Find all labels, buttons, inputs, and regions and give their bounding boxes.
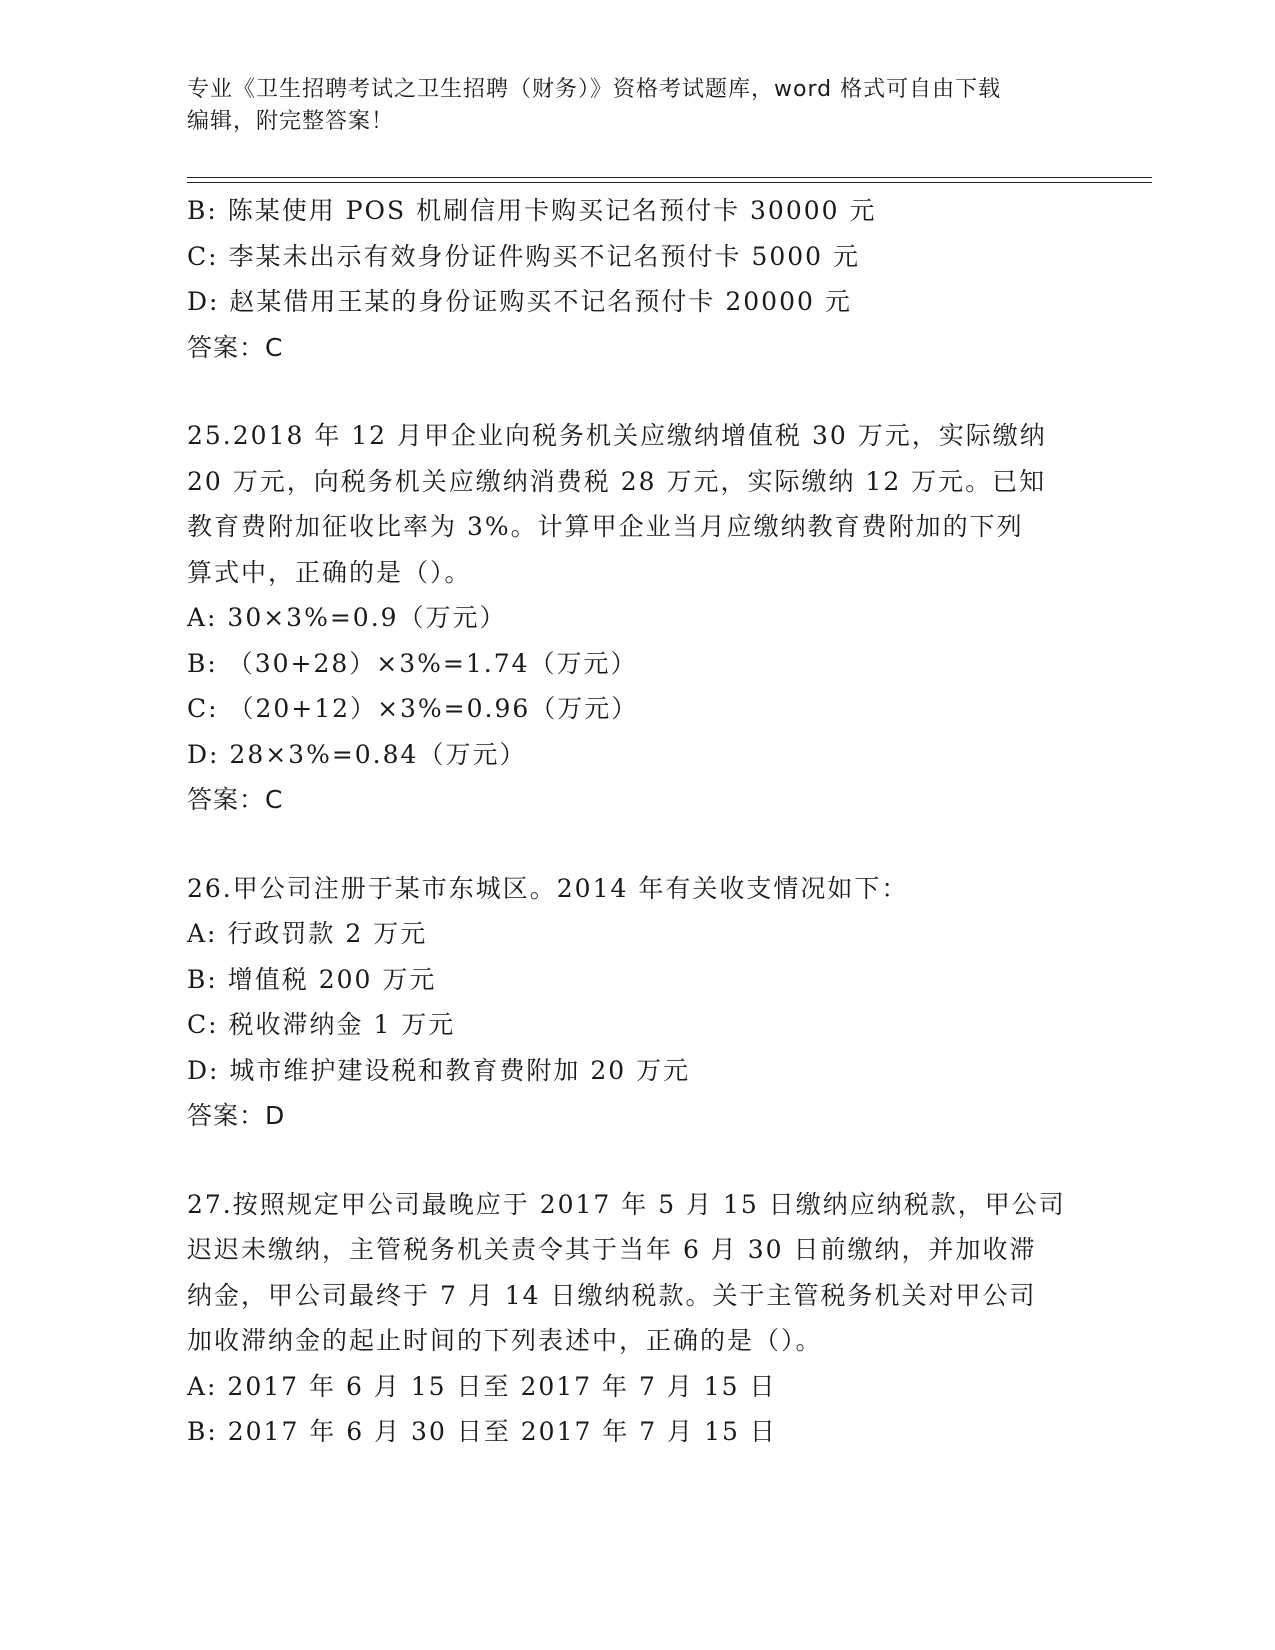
- answer-line: 答案：D: [187, 1101, 286, 1130]
- option-b: B: 增值税 200 万元: [187, 964, 437, 994]
- question-stem-line: 纳金，甲公司最终于 7 月 14 日缴纳税款。关于主管税务机关对甲公司: [187, 1280, 1037, 1310]
- question-26: [187, 866, 1087, 1139]
- header-line-1: 专业《卫生招聘考试之卫生招聘（财务）》资格考试题库，word 格式可自由下载: [187, 77, 1002, 102]
- option-b: B: 2017 年 6 月 30 日至 2017 年 7 月 15 日: [187, 1417, 777, 1446]
- header-divider-bottom: [187, 182, 1152, 183]
- option-b: B: （30+28）×3%=1.74（万元）: [187, 648, 638, 678]
- question-stem-line: 迟迟未缴纳，主管税务机关责令其于当年 6 月 30 日前缴纳，并加收滞: [187, 1235, 1037, 1264]
- question-list: [187, 188, 1087, 1455]
- question-stem-line: 算式中，正确的是（）。: [187, 557, 472, 587]
- question-stem-line: 加收滞纳金的起止时间的下列表述中，正确的是（）。: [187, 1326, 823, 1355]
- question-stem-line: 26.甲公司注册于某市东城区。2014 年有关收支情况如下：: [187, 873, 909, 903]
- question-stem-line: 27.按照规定甲公司最晚应于 2017 年 5 月 15 日缴纳应纳税款，甲公司: [187, 1189, 1066, 1219]
- option-c: C: 李某未出示有效身份证件购买不记名预付卡 5000 元: [187, 241, 861, 271]
- option-a: A: 2017 年 6 月 15 日至 2017 年 7 月 15 日: [187, 1371, 777, 1401]
- option-c: C: 税收滞纳金 1 万元: [187, 1010, 456, 1039]
- header-line-2: 编辑，附完整答案！: [187, 109, 395, 134]
- option-c: C: （20+12）×3%=0.96（万元）: [187, 694, 639, 723]
- question-stem-line: 25.2018 年 12 月甲企业向税务机关应缴纳增值税 30 万元，实际缴纳: [187, 421, 1047, 450]
- option-d: D: 赵某借用王某的身份证购买不记名预付卡 20000 元: [187, 287, 852, 316]
- question-stem-line: 20 万元，向税务机关应缴纳消费税 28 万元，实际缴纳 12 万元。已知: [187, 466, 1047, 496]
- document-header: [187, 74, 1067, 138]
- option-d: D: 城市维护建设税和教育费附加 20 万元: [187, 1055, 691, 1085]
- question-25: [187, 413, 1087, 823]
- question-27: [187, 1182, 1087, 1455]
- answer-line: 答案：C: [187, 785, 284, 814]
- question-24: [187, 188, 1087, 370]
- answer-line: 答案：C: [187, 332, 284, 362]
- header-divider-top: [187, 177, 1152, 178]
- question-stem-line: 教育费附加征收比率为 3%。计算甲企业当月应缴纳教育费附加的下列: [187, 512, 1024, 541]
- option-a: A: 30×3%=0.9（万元）: [187, 603, 507, 632]
- option-b: B: 陈某使用 POS 机刷信用卡购买记名预付卡 30000 元: [187, 196, 877, 225]
- option-d: D: 28×3%=0.84（万元）: [187, 739, 527, 769]
- option-a: A: 行政罚款 2 万元: [187, 919, 428, 948]
